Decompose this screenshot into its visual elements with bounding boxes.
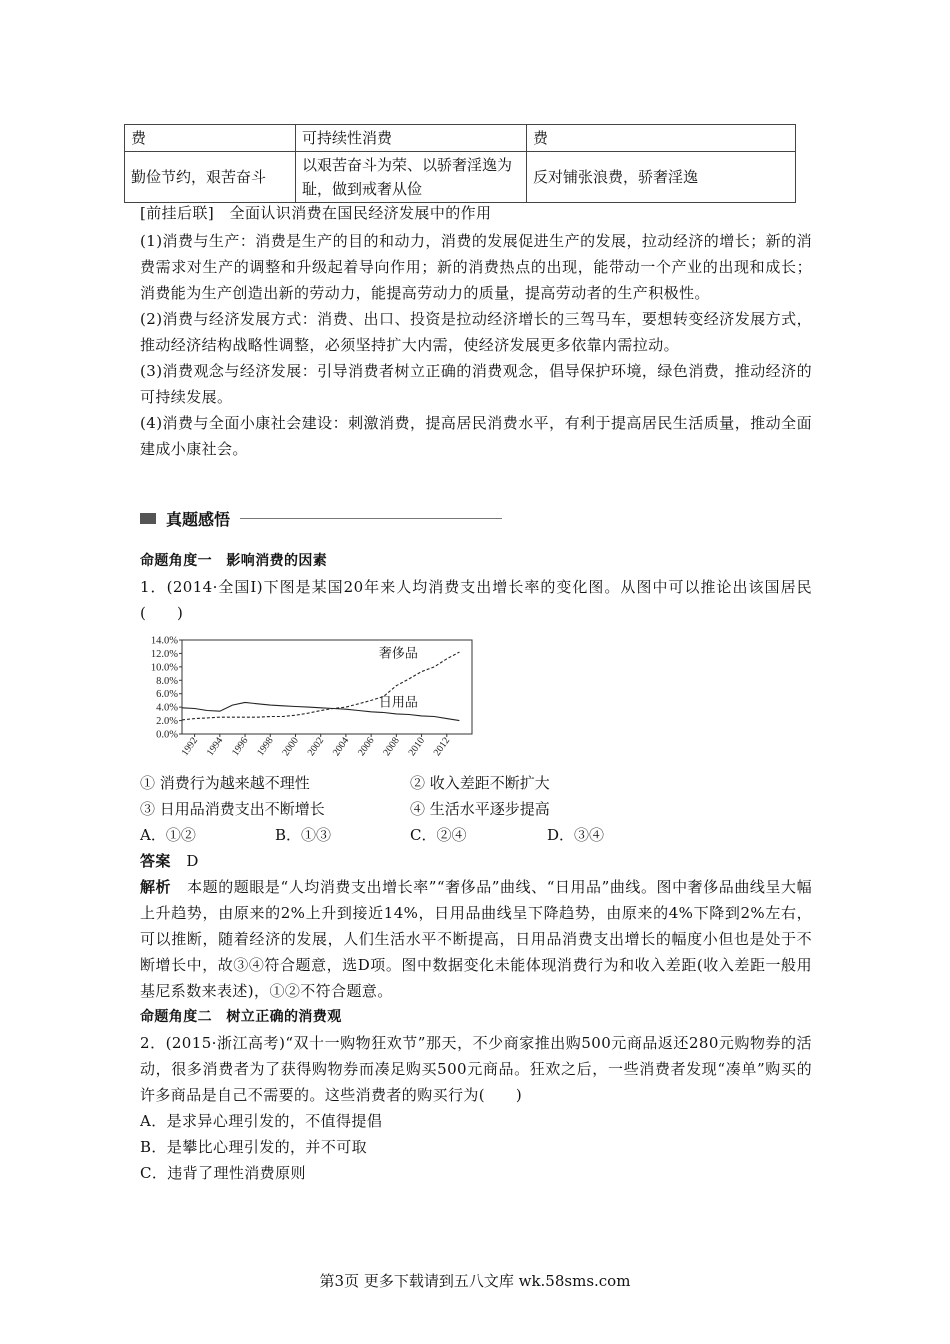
angle-2-title: 命题角度二 树立正确的消费观 xyxy=(140,1009,342,1025)
q1-option-c: C．②④ xyxy=(410,826,467,844)
q2-stem: 2．(2015·浙江高考)“双十一购物狂欢节”那天，不少商家推出购500元商品返还280元购物券的活动，很多消费者为了获得购物券而凑足购买500元商品。狂欢之后，一些消费者发现“凑单”购买的许多商品是自己不需要的。这些消费者的购买行为( ) xyxy=(140,1034,812,1104)
answer-label: 答案 xyxy=(140,852,171,870)
section-title: 真题感悟 xyxy=(166,509,231,529)
links-item-4: (4)消费与全面小康社会建设：刺激消费，提高居民消费水平，有利于提高居民生活质量，推动全面建成小康社会。 xyxy=(140,414,812,458)
links-heading xyxy=(140,200,812,226)
table-cell: 可持续性消费 xyxy=(296,125,527,152)
x-tick-label: 2008 xyxy=(381,735,402,758)
table-row xyxy=(125,125,796,152)
statement-1: ① 消费行为越来越不理性 xyxy=(140,774,310,792)
q1-answer xyxy=(140,848,812,874)
angle-1-title: 命题角度一 影响消费的因素 xyxy=(140,553,328,569)
statement-4: ④ 生活水平逐步提高 xyxy=(410,800,550,818)
question-1-block xyxy=(140,548,812,626)
links-item-2: (2)消费与经济发展方式：消费、出口、投资是拉动经济增长的三驾马车，要想转变经济发展方式，推动经济结构战略性调整，必须坚持扩大内需，使经济发展更多依靠内需拉动。 xyxy=(140,310,812,354)
analysis-label: 解析 xyxy=(140,878,172,896)
statements-row-1 xyxy=(140,770,812,796)
section-square-icon xyxy=(140,513,156,524)
links-item-3: (3)消费观念与经济发展：引导消费者树立正确的消费观念，倡导保护环境，绿色消费，推动经济的可持续发展。 xyxy=(140,362,812,406)
consumption-growth-chart xyxy=(140,628,480,758)
chart-frame xyxy=(182,640,472,734)
x-tick-label: 1992 xyxy=(179,735,201,758)
q1-stem: 1．(2014·全国I)下图是某国20年来人均消费支出增长率的变化图。从图中可以推论出该国居民( ) xyxy=(140,578,812,622)
x-tick-label: 1996 xyxy=(230,735,251,758)
y-tick-label: 2.0% xyxy=(156,716,178,728)
y-tick-label: 12.0% xyxy=(150,648,178,660)
statement-2: ② 收入差距不断扩大 xyxy=(410,774,550,792)
statement-3: ③ 日用品消费支出不断增长 xyxy=(140,800,325,818)
section-rule xyxy=(240,518,502,519)
q2-option-c: C．违背了理性消费原则 xyxy=(140,1164,306,1182)
q1-options xyxy=(140,822,812,848)
q2-option-a: A．是求异心理引发的，不值得提倡 xyxy=(140,1112,383,1130)
y-tick-label: 0.0% xyxy=(156,729,178,741)
links-item-1: (1)消费与生产：消费是生产的目的和动力，消费的发展促进生产的发展，拉动经济的增长；新的消费需求对生产的调整和升级起着导向作用；新的消费热点的出现，能带动一个产业的出现和成长；消费能为生产创造出新的劳动力，能提高劳动力的质量，提高劳动者的生产积极性。 xyxy=(140,232,812,302)
x-tick-label: 2006 xyxy=(356,735,377,758)
y-tick-label: 8.0% xyxy=(156,675,178,687)
statements-row-2 xyxy=(140,796,812,822)
x-tick-label: 2002 xyxy=(305,735,327,758)
table-cell: 以艰苦奋斗为荣、以骄奢淫逸为耻，做到戒奢从俭 xyxy=(296,152,527,203)
table-cell: 费 xyxy=(125,125,296,152)
series-label-daily: 日用品 xyxy=(378,694,418,710)
q1-analysis xyxy=(140,874,812,1004)
table-cell: 反对铺张浪费，骄奢淫逸 xyxy=(527,152,796,203)
y-tick-label: 6.0% xyxy=(156,689,178,701)
table-cell: 费 xyxy=(527,125,796,152)
consumption-table xyxy=(124,124,796,203)
links-block xyxy=(140,200,812,462)
y-tick-label: 4.0% xyxy=(156,702,178,714)
page-footer: 第3页 更多下载请到五八文库 wk.58sms.com xyxy=(319,1272,631,1290)
x-tick-label: 1994 xyxy=(204,735,226,758)
answer-value: D xyxy=(186,852,199,870)
q1-option-a: A．①② xyxy=(140,826,196,844)
y-tick-label: 10.0% xyxy=(150,662,178,674)
q2-option-b: B．是攀比心理引发的，并不可取 xyxy=(140,1138,368,1156)
q1-option-d: D．③④ xyxy=(547,826,605,844)
x-tick-label: 2000 xyxy=(280,735,301,758)
question-1-answers xyxy=(140,770,812,1186)
q1-option-b: B．①③ xyxy=(275,826,332,844)
links-title: 全面认识消费在国民经济发展中的作用 xyxy=(229,204,492,222)
links-label: [前挂后联] xyxy=(140,204,215,222)
series-label-luxury: 奢侈品 xyxy=(378,645,418,661)
section-header xyxy=(140,506,502,530)
y-tick-label: 14.0% xyxy=(150,635,178,647)
x-tick-label: 2004 xyxy=(330,735,352,758)
x-tick-label: 2010 xyxy=(406,735,428,758)
x-tick-label: 2012 xyxy=(431,735,453,758)
table-row xyxy=(125,152,796,203)
analysis-text: 本题的题眼是“人均消费支出增长率”“奢侈品”曲线、“日用品”曲线。图中奢侈品曲线呈大幅上升趋势，由原来的2%上升到接近14%，日用品曲线呈下降趋势，由原来的4%下降到2%左右，可以推断，随着经济的发展，人们生活水平不断提高，日用品消费支出增长的幅度小但也是处于不断增长中，故③④符合题意，选D项。图中数据变化未能体现消费行为和收入差距(收入差距一般用基尼系数来表述)，①②不符合题意。 xyxy=(140,878,812,1000)
x-tick-label: 1998 xyxy=(255,735,276,758)
table-cell: 勤俭节约，艰苦奋斗 xyxy=(125,152,296,203)
